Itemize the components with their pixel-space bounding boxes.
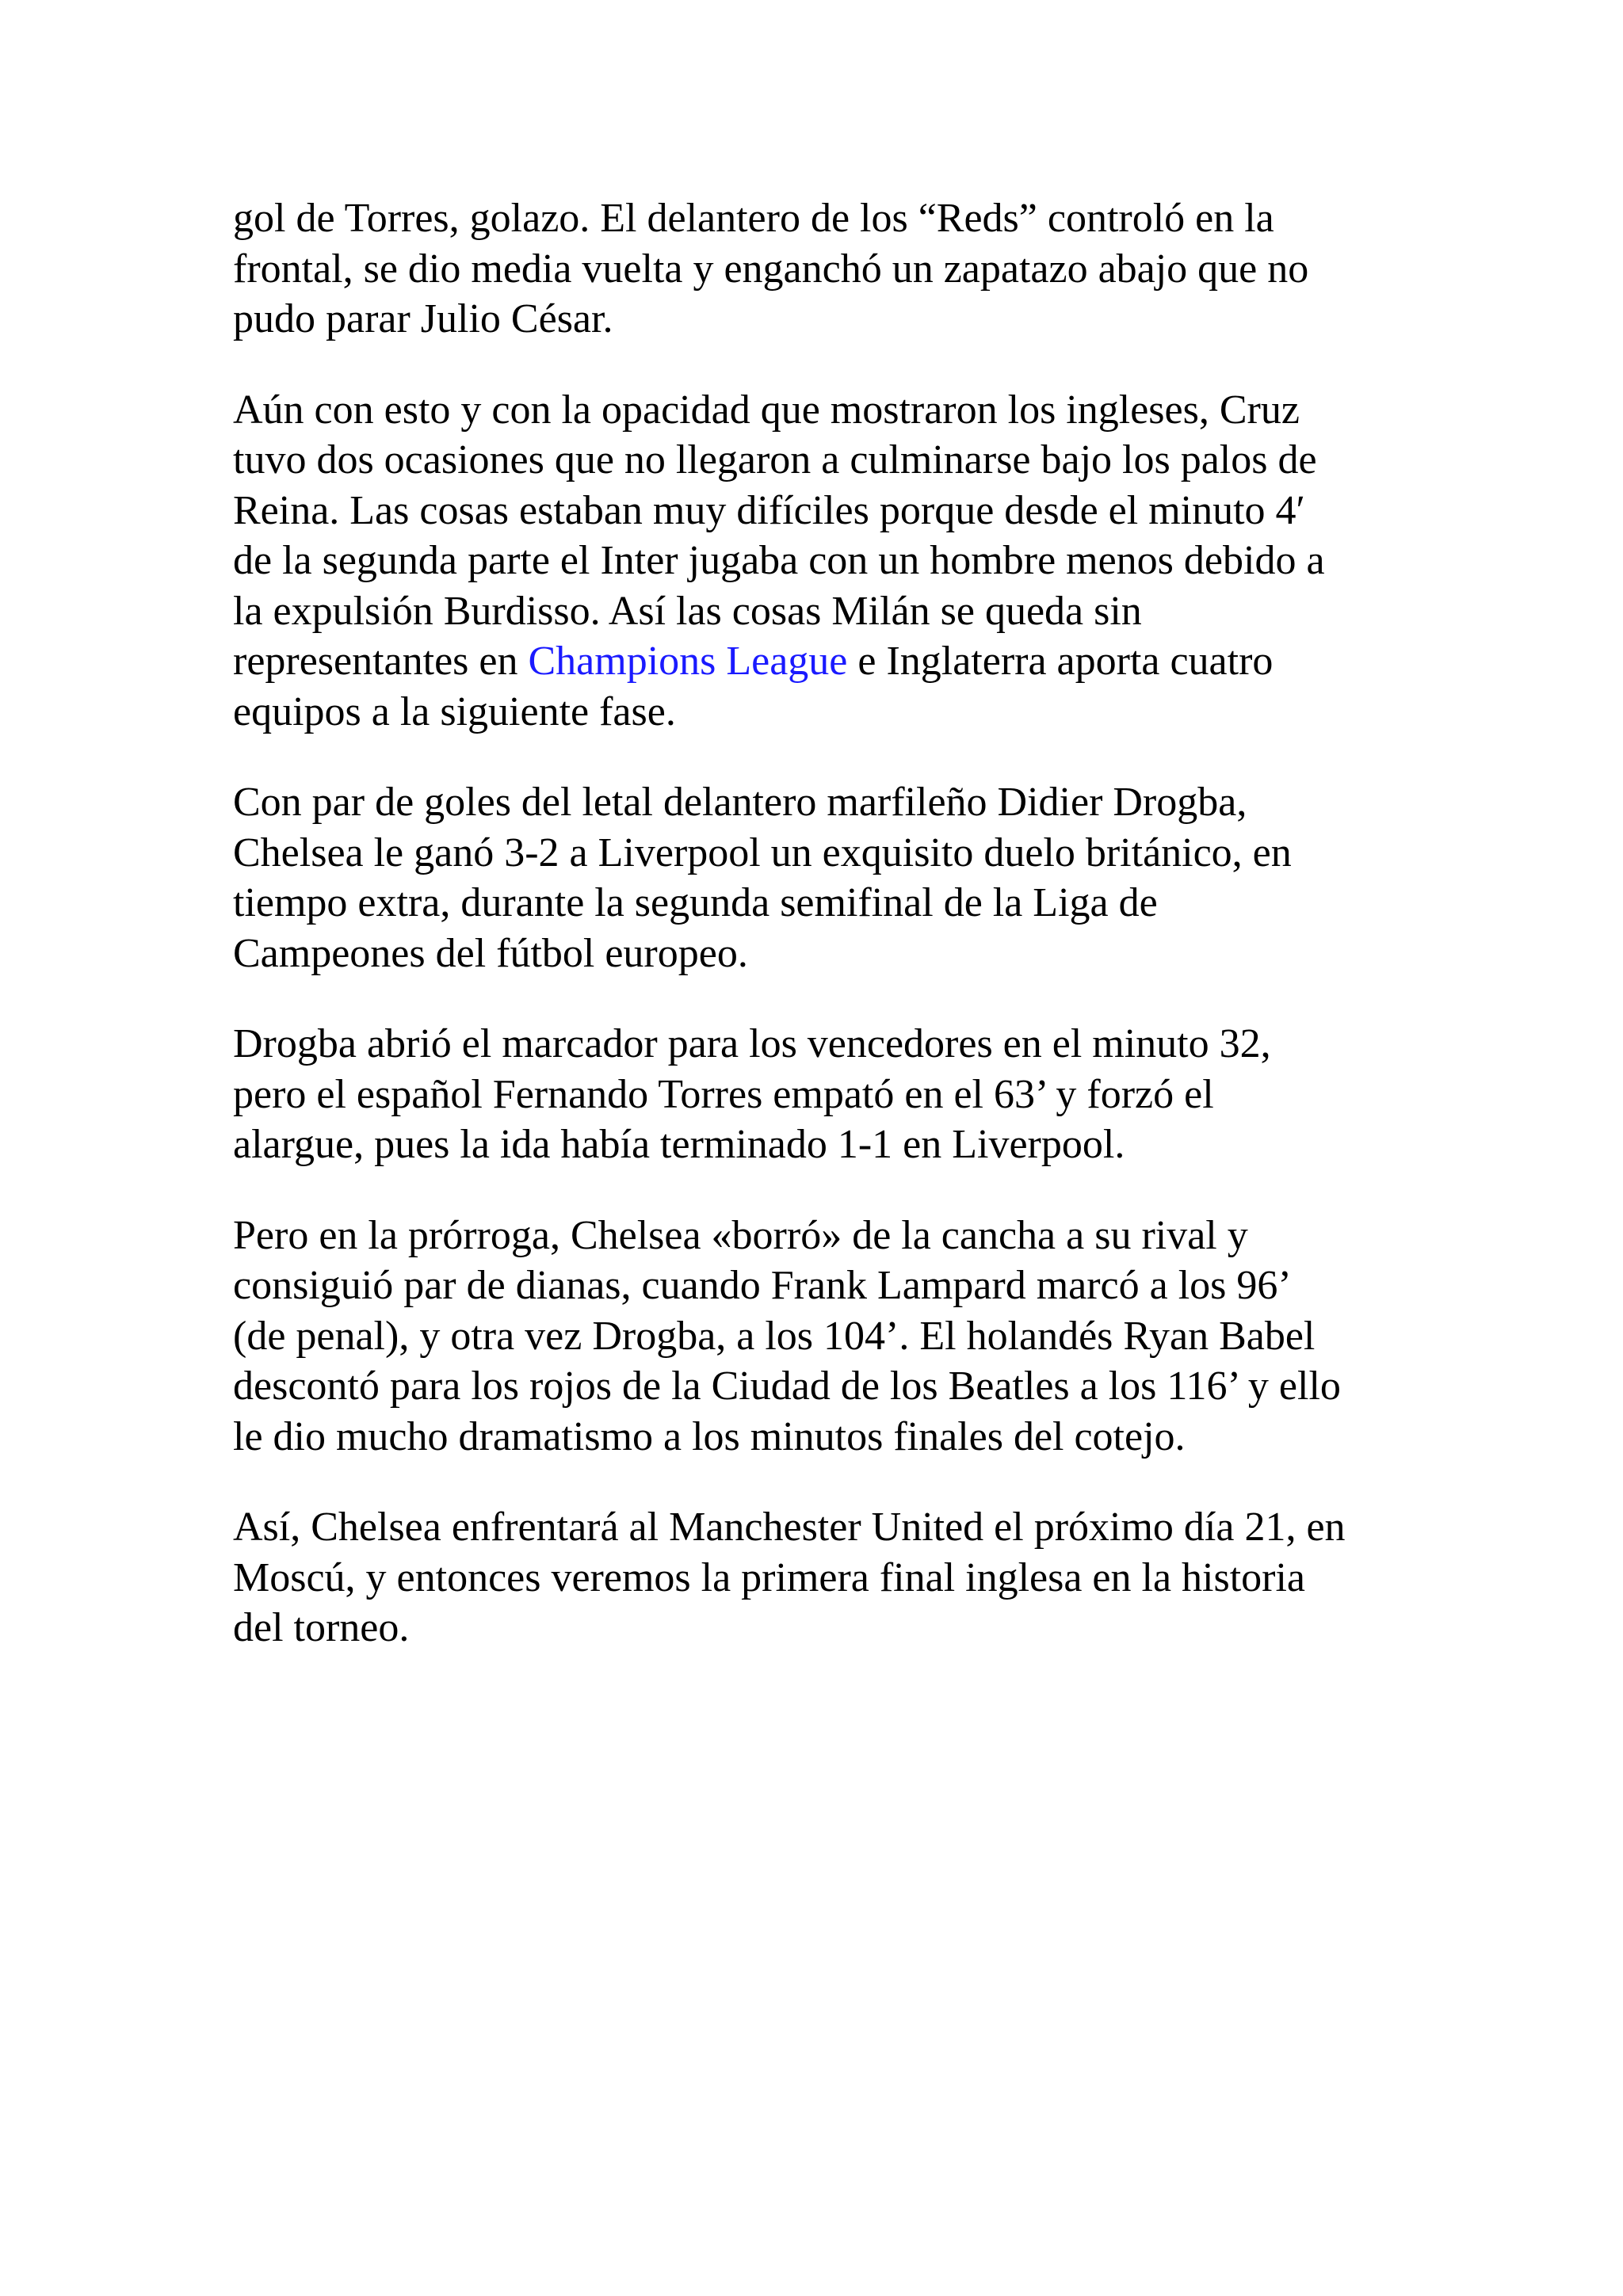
text-after-link: e Inglaterra aporta cuatro [847,639,1274,684]
paragraph-4 [233,1019,1422,1170]
paragraph-2 [233,385,1422,738]
champions-league-link[interactable]: Champions League [528,639,848,684]
text-line: tuvo dos ocasiones que no llegaron a culminarse bajo los palos de [233,437,1317,482]
paragraph-1 [233,193,1422,345]
text-line: consiguió par de dianas, cuando Frank Lampard marcó a los 96’ [233,1263,1292,1308]
text-line: gol de Torres, golazo. El delantero de los “Reds” controló en la [233,196,1274,241]
paragraph-5 [233,1211,1422,1463]
text-line: Aún con esto y con la opacidad que mostraron los ingleses, Cruz [233,387,1300,433]
text-line: de la segunda parte el Inter jugaba con un hombre menos debido a [233,538,1325,583]
text-line: Chelsea le ganó 3-2 a Liverpool un exquisito duelo británico, en [233,830,1292,875]
text-line: Con par de goles del letal delantero marfileño Didier Drogba, [233,780,1247,825]
text-line: Así, Chelsea enfrentará al Manchester United el próximo día 21, en [233,1505,1346,1550]
text-line: Campeones del fútbol europeo. [233,930,748,976]
article-body [233,193,1422,1694]
text-line: Pero en la prórroga, Chelsea «borró» de la cancha a su rival y [233,1212,1248,1258]
text-line: descontó para los rojos de la Ciudad de los Beatles a los 116’ y ello [233,1363,1341,1409]
text-line: (de penal), y otra vez Drogba, a los 104’. El holandés Ryan Babel [233,1313,1316,1359]
text-line: equipos a la siguiente fase. [233,688,676,734]
text-line: pero el español Fernando Torres empató en el 63’ y forzó el [233,1071,1214,1117]
text-line: Moscú, y entonces veremos la primera final inglesa en la historia [233,1554,1306,1600]
text-line-with-link [233,636,1422,687]
text-before-link: representantes en [233,639,529,684]
text-line: alargue, pues la ida había terminado 1-1 en Liverpool. [233,1122,1125,1167]
text-line: frontal, se dio media vuelta y enganchó un zapatazo abajo que no [233,246,1309,292]
text-line: la expulsión Burdisso. Así las cosas Milán se queda sin [233,588,1142,634]
text-line: Reina. Las cosas estaban muy difíciles porque desde el minuto 4′ [233,487,1305,533]
text-line: tiempo extra, durante la segunda semifinal de la Liga de [233,880,1158,925]
paragraph-3 [233,777,1422,978]
text-line: pudo parar Julio César. [233,296,613,341]
paragraph-6 [233,1502,1422,1653]
text-line: Drogba abrió el marcador para los vencedores en el minuto 32, [233,1021,1271,1066]
text-line: le dio mucho dramatismo a los minutos finales del cotejo. [233,1413,1186,1459]
text-line: del torneo. [233,1605,410,1650]
